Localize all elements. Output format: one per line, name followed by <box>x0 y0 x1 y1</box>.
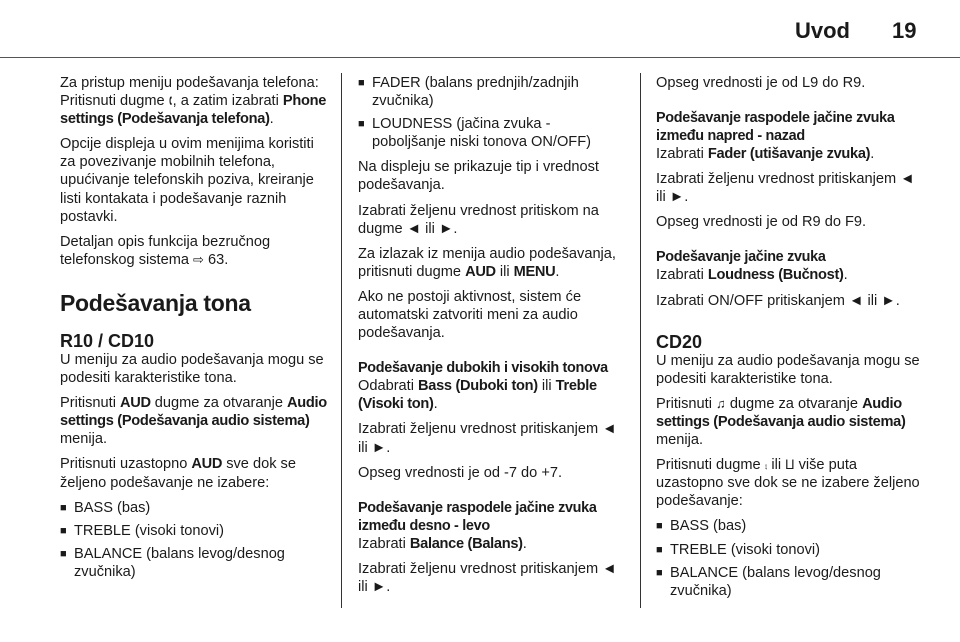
paragraph-select-loudness: Izabrati Loudness (Bučnost). <box>656 267 848 284</box>
music-note-icon: ♫ <box>716 395 726 411</box>
paragraph-press-aud-repeat: Pritisnuti uzastopno AUD sve dok se željeno podešavanje ne izabere: <box>60 456 296 491</box>
paragraph-select-fader: Izabrati Fader (utišavanje zvuka). <box>656 146 875 163</box>
paragraph-range-bass: Opseg vrednosti je od -7 do +7. <box>358 464 563 481</box>
subsection-heading-cd20: CD20 <box>656 331 703 352</box>
paragraph-select-value: Izabrati željenu vrednost pritiskanjem ◄ ili ►. <box>358 421 617 456</box>
list-item: ■ LOUDNESS (jačina zvuka - poboljšanje niski tonova ON/OFF) <box>358 115 628 151</box>
heading-fader: Podešavanje raspodele jačine zvuka između napred - nazad <box>656 110 895 145</box>
heading-balance: Podešavanje raspodele jačine zvuka između desno - levo <box>358 499 597 534</box>
paragraph-press-aud: Pritisnuti AUD dugme za otvaranje Audio settings (Podešavanja audio sistema) menija. <box>60 395 327 448</box>
page-ref-icon: ⇨ <box>193 251 204 267</box>
settings-list-cd20 <box>656 517 926 599</box>
column-1 <box>60 74 328 588</box>
paragraph-range-fader: Opseg vrednosti je od R9 do F9. <box>656 214 867 231</box>
phone-icon: 🕻︎ <box>168 93 173 109</box>
paragraph-handsfree-ref: Detaljan opis funkcija bezručnog telefonskog sistema ⇨ 63. <box>60 233 271 268</box>
paragraph-select-balance: Izabrati Balance (Balans). <box>358 535 527 552</box>
paragraph-loudness-onoff: Izabrati ON/OFF pritiskanjem ◄ ili ►. <box>656 292 900 309</box>
paragraph-auto-close: Ako ne postoji aktivnost, sistem će automatski zatvoriti meni za audio podešavanja. <box>358 288 582 342</box>
paragraph-audio-menu-intro: U meniju za audio podešavanja mogu se podesiti karakteristike tona. <box>656 352 920 387</box>
column-divider-2 <box>640 73 641 608</box>
paragraph-exit-menu: Za izlazak iz menija audio podešavanja, pritisnuti dugme AUD ili MENU. <box>358 245 616 280</box>
list-item: ■ BASS (bas) <box>60 499 328 517</box>
list-item: ■ FADER (balans prednjih/zadnjih zvučnika) <box>358 74 628 110</box>
page-number: 19 <box>892 18 917 43</box>
list-item: ■ BASS (bas) <box>656 517 926 535</box>
paragraph-audio-menu-intro: U meniju za audio podešavanja mogu se podesiti karakteristike tona. <box>60 351 324 387</box>
heading-bass-treble: Podešavanje dubokih i visokih tonova <box>358 360 608 377</box>
column-2 <box>358 74 628 603</box>
column-divider-1 <box>341 73 342 608</box>
paragraph-select-value: Izabrati željenu vrednost pritiskanjem ◄ ili ►. <box>358 560 617 595</box>
list-item: ■ TREBLE (visoki tonovi) <box>656 541 926 559</box>
paragraph-select-value: Izabrati željenu vrednost pritiskom na dugme ◄ ili ►. <box>358 202 599 237</box>
list-item: ■ BALANCE (balans levog/desnog zvučnika) <box>656 564 926 600</box>
paragraph-display-options: Opcije displeja u ovim menijima koristiti za povezivanje mobilnih telefona, upućivanje telefonskih poziva, kreiranje listi kontakata i podešavanje raznih postavki. <box>60 136 314 225</box>
header-divider <box>0 57 960 58</box>
settings-list <box>60 499 328 581</box>
paragraph-range-balance: Opseg vrednosti je od L9 do R9. <box>656 75 866 91</box>
heading-loudness: Podešavanje jačine zvuka <box>656 249 826 266</box>
paragraph-select-bass-treble: Odabrati Bass (Duboki ton) ili Treble (Visoki ton). <box>358 378 597 413</box>
list-item: ■ TREBLE (visoki tonovi) <box>60 522 328 540</box>
subsection-heading-r10: R10 / CD10 <box>60 330 155 351</box>
settings-list-continued <box>358 74 628 151</box>
tune-down-icon: ⨾ <box>764 457 768 473</box>
list-item: ■ BALANCE (balans levog/desnog zvučnika) <box>60 545 328 581</box>
section-heading: Podešavanja tona <box>60 289 251 316</box>
paragraph-press-tune-buttons: Pritisnuti dugme ⨾ ili ⨿ više puta uzastopno sve dok se ne izabere željeno podešavanje: <box>656 457 920 510</box>
tune-up-icon: ⨿ <box>785 457 795 473</box>
column-3 <box>656 74 926 607</box>
paragraph-display-value: Na displeju se prikazuje tip i vrednost podešavanja. <box>358 159 599 194</box>
paragraph-select-value: Izabrati željenu vrednost pritiskanjem ◄ ili ►. <box>656 171 915 206</box>
running-header-title: Uvod <box>795 18 850 43</box>
paragraph-press-note-button: Pritisnuti ♫ dugme za otvaranje Audio settings (Podešavanja audio sistema) menija. <box>656 395 906 449</box>
paragraph-phone-settings: Za pristup meniju podešavanja telefona: Pritisnuti dugme 🕻︎, a zatim izabrati Phone settings (Podešavanja telefona). <box>60 75 327 128</box>
